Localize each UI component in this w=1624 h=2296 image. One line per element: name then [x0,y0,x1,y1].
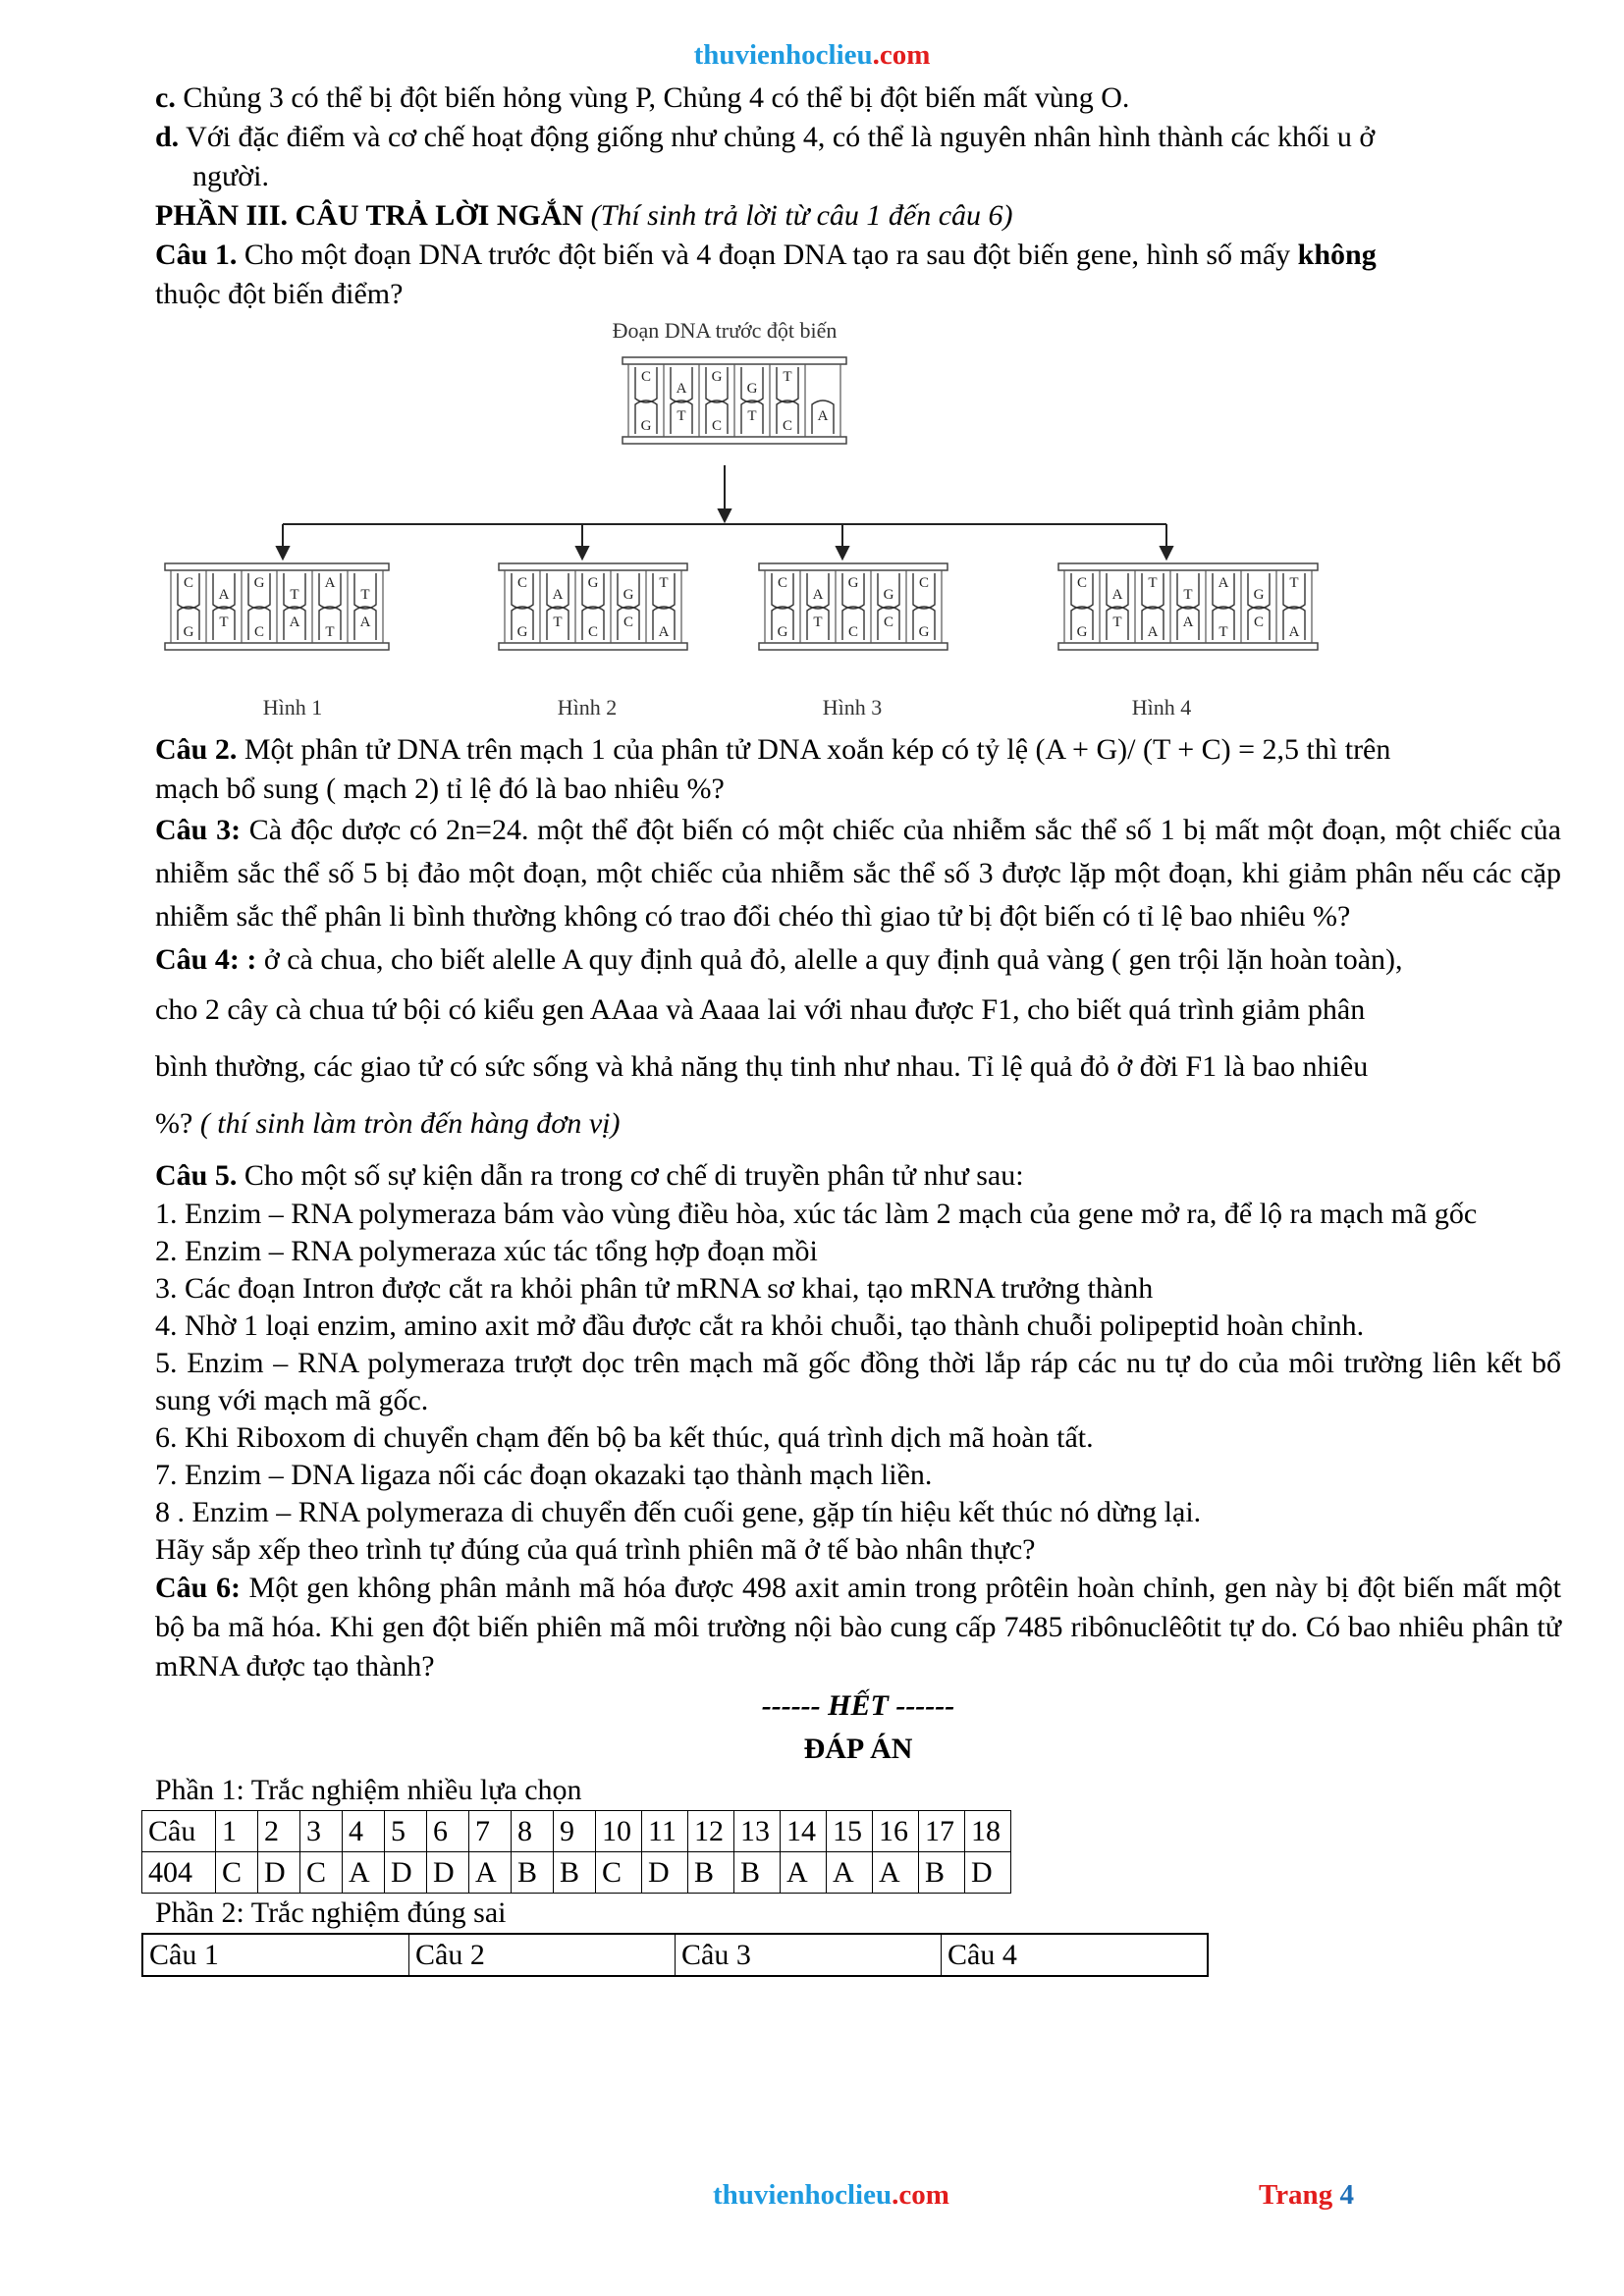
variant-1-bottom-rail [165,643,389,650]
table-cell: Câu 4 [942,1934,1209,1976]
question-5-prompt: Hãy sắp xếp theo trình tự đúng của quá trình phiên mã ở tế bào nhân thực? [155,1533,1036,1566]
table-cell: Câu 1 [142,1934,409,1976]
list-item: 7. Enzim – DNA ligaza nối các đoạn okazaki tạo thành mạch liền. [155,1459,933,1491]
list-item: 5. Enzim – RNA polymeraza trượt dọc trên mạch mã gốc đồng thời lắp ráp các nu tự do của môi trường liên kết bổ sung với mạch mã gốc. [155,1347,1561,1416]
part2-answers-title: Phần 2: Trắc nghiệm đúng sai [155,1896,507,1929]
list-item: 8 . Enzim – RNA polymeraza di chuyển đến cuối gene, gặp tín hiệu kết thúc nó dừng lại. [155,1496,1202,1528]
variant-3-top-base: C [918,575,930,591]
original-top-base: A [676,381,687,397]
dna-variant-2 [499,563,687,650]
variant-1-bottom-base: T [219,614,229,630]
table-cell: 11 [642,1811,688,1852]
table-cell: D [427,1852,469,1894]
part2-answers-table [141,1933,1209,1977]
table-cell: 3 [300,1811,343,1852]
variant-3-top-base: G [847,575,859,591]
variant-3-bottom-base: G [918,624,930,640]
variant-2-top-base: G [587,575,599,591]
table-cell: 1 [216,1811,258,1852]
figure-top-title: Đoạn DNA trước đột biến [612,318,838,343]
table-cell: 2 [258,1811,300,1852]
table-cell: C [300,1852,343,1894]
page-number: Trang 4 [1259,2179,1354,2211]
dna-mutation-figure [155,318,1300,730]
table-cell: 10 [596,1811,642,1852]
original-bottom-base: C [782,418,793,434]
table-cell: 12 [688,1811,734,1852]
list-item: 1. Enzim – RNA polymeraza bám vào vùng điều hòa, xúc tác làm 2 mạch của gene mở ra, để lộ ra mạch mã gốc [155,1198,1478,1230]
option-c: c. Chủng 3 có thể bị đột biến hỏng vùng P, Chủng 4 có thể bị đột biến mất vùng O. [155,81,1130,114]
original-bottom-base: T [747,408,757,424]
variant-4-bottom-base: T [1218,624,1228,640]
table-cell: B [688,1852,734,1894]
table-cell: 13 [734,1811,781,1852]
variant-4-bottom-rail [1058,643,1318,650]
table-cell: C [596,1852,642,1894]
part1-answers-table [141,1810,1011,1894]
list-item: 6. Khi Riboxom di chuyển chạm đến bộ ba kết thúc, quá trình dịch mã hoàn tất. [155,1421,1094,1454]
variant-1-top-base: G [253,575,265,591]
figure-label-1: Hình 1 [262,695,323,720]
answer-title: ĐÁP ÁN [803,1733,913,1765]
variant-1-top-base: A [218,587,230,603]
variant-4-bottom-base: A [1288,624,1300,640]
table-cell: 6 [427,1811,469,1852]
table-cell: B [919,1852,965,1894]
footer-site-name[interactable]: thuvienhoclieu.com [713,2179,949,2211]
variant-2-top-base: G [623,587,634,603]
part3-heading: PHẦN III. CÂU TRẢ LỜI NGẮN (Thí sinh trả lời từ câu 1 đến câu 6) [155,199,1013,232]
table-row [142,1934,1208,1976]
variant-2-bottom-base: C [587,624,599,640]
variant-2-bottom-base: A [658,624,670,640]
main-content [148,79,1561,1977]
figure-label-2: Hình 2 [557,695,618,720]
dna-variant-4 [1058,563,1318,650]
variant-3-bottom-base: C [883,614,894,630]
table-cell: B [512,1852,554,1894]
table-row [142,1811,1011,1852]
original-bottom-base: A [817,408,829,424]
variant-2-top-base: T [659,575,669,591]
original-bottom-rail [623,437,846,444]
question-2: Câu 2. Một phân tử DNA trên mạch 1 của phân tử DNA xoắn kép có tỷ lệ (A + G)/ (T + C) = 2,5 thì trên [155,733,1391,766]
variant-1-top-base: T [360,587,370,603]
variant-2-top-base: A [552,587,564,603]
variant-1-bottom-base: G [183,624,194,640]
question-2-cont: mạch bổ sung ( mạch 2) tỉ lệ đó là bao nhiêu %? [155,773,725,805]
original-top-base: G [711,369,723,385]
table-cell: Câu 3 [676,1934,942,1976]
table-cell: A [343,1852,385,1894]
original-top-rail [623,357,846,364]
question-1-cont: thuộc đột biến điểm? [155,278,404,310]
variant-1-bottom-base: A [289,614,300,630]
table-cell: D [258,1852,300,1894]
table-row [142,1852,1011,1894]
header-site-part2: .com [872,39,931,71]
list-item: 3. Các đoạn Intron được cắt ra khỏi phân tử mRNA sơ khai, tạo mRNA trưởng thành [155,1272,1154,1305]
question-5-items [155,1196,1561,1569]
variant-1-top-base: A [324,575,336,591]
list-item: 2. Enzim – RNA polymeraza xúc tác tổng hợp đoạn mồi [155,1235,818,1267]
variant-4-top-base: T [1148,575,1158,591]
table-cell: A [469,1852,512,1894]
variant-4-top-base: T [1183,587,1193,603]
variant-4-bottom-base: A [1182,614,1194,630]
variant-4-top-base: A [1218,575,1229,591]
table-cell: B [734,1852,781,1894]
variant-3-bottom-rail [759,643,947,650]
header-site-name[interactable] [0,39,1624,72]
table-cell: 14 [781,1811,827,1852]
table-cell: A [873,1852,919,1894]
list-item: 4. Nhờ 1 loại enzim, amino axit mở đầu được cắt ra khỏi chuỗi, tạo thành chuỗi polipeptid hoàn chỉnh. [155,1309,1365,1342]
table-cell: D [642,1852,688,1894]
variant-1-bottom-base: A [359,614,371,630]
figure-arrows [277,465,1172,559]
variant-4-top-base: G [1253,587,1265,603]
variant-3-bottom-base: G [777,624,788,640]
dna-variant-3 [759,563,947,650]
variant-3-top-base: C [777,575,788,591]
variant-4-bottom-base: C [1253,614,1265,630]
table-cell: Câu [142,1811,216,1852]
header-site-part1: thuvienhoclieu [693,39,873,71]
original-top-base: C [640,369,652,385]
table-cell: 9 [554,1811,596,1852]
variant-2-bottom-base: T [553,614,563,630]
variant-3-top-base: G [883,587,894,603]
figure-label-3: Hình 3 [822,695,883,720]
variant-1-bottom-base: T [325,624,335,640]
variant-1-bottom-base: C [253,624,265,640]
end-mark: ------ HẾT ------ [761,1689,955,1722]
option-d-cont: người. [192,160,269,192]
variant-1-top-base: C [183,575,194,591]
table-cell: A [827,1852,873,1894]
table-cell: 8 [512,1811,554,1852]
variant-4-bottom-base: G [1076,624,1088,640]
variant-2-top-rail [499,563,687,570]
original-top-base: G [746,381,758,397]
question-3: Câu 3: Cà độc dược có 2n=24. một thể đột biến có một chiếc của nhiễm sắc thể số 1 bị mất một đoạn, một chiếc của nhiễm sắc thể số 5 bị đảo một đoạn, một chiếc của nhiễm sắc thể số 3 được lặp một đoạn, khi giảm phân nếu các cặp nhiễm sắc thể phân li bình thường không có trao đổi chéo thì giao tử bị đột biến có tỉ lệ bao nhiêu %? [155,814,1561,933]
variant-1-top-rail [165,563,389,570]
original-bottom-base: G [640,418,652,434]
table-cell: 18 [965,1811,1011,1852]
variant-4-top-base: C [1076,575,1088,591]
variant-3-top-base: A [812,587,824,603]
original-top-base: T [783,369,792,385]
variant-3-bottom-base: T [813,614,823,630]
table-cell: 5 [385,1811,427,1852]
variant-4-bottom-base: T [1112,614,1122,630]
question-1: Câu 1. Cho một đoạn DNA trước đột biến và 4 đoạn DNA tạo ra sau đột biến gene, hình số mấy không [155,239,1377,271]
table-cell: D [965,1852,1011,1894]
table-cell: A [781,1852,827,1894]
variant-1-top-base: T [290,587,299,603]
variant-2-bottom-base: G [516,624,528,640]
dna-variant-1 [165,563,389,650]
part1-answers-title: Phần 1: Trắc nghiệm nhiều lựa chọn [155,1774,582,1806]
table-cell: 17 [919,1811,965,1852]
table-cell: 16 [873,1811,919,1852]
variant-4-bottom-base: A [1147,624,1159,640]
table-cell: 7 [469,1811,512,1852]
variant-4-top-base: T [1289,575,1299,591]
dna-original [623,357,846,444]
question-4: Câu 4: : ở cà chua, cho biết alelle A quy định quả đỏ, alelle a quy định quả vàng ( gen trội lặn hoàn toàn), cho 2 cây cà chua tứ bội có kiểu gen AAaa và Aaaa lai với nhau được F1, cho biết quá trình giảm phân bình thường, các giao tử có sức sống và khả năng thụ tinh như nhau. Tỉ lệ quả đỏ ở đời F1 là bao nhiêu %? ( thí sinh làm tròn đến hàng đơn vị) [155,943,1403,1140]
original-bottom-base: T [677,408,686,424]
table-cell: B [554,1852,596,1894]
table-cell: 4 [343,1811,385,1852]
question-5: Câu 5. Cho một số sự kiện dẫn ra trong cơ chế di truyền phân tử như sau: [155,1159,1024,1192]
variant-2-bottom-rail [499,643,687,650]
option-d: d. Với đặc điểm và cơ chế hoạt động giống như chủng 4, có thể là nguyên nhân hình thành các khối u ở [155,121,1376,153]
variant-4-top-rail [1058,563,1318,570]
figure-label-4: Hình 4 [1131,695,1192,720]
table-cell: 404 [142,1852,216,1894]
question-6: Câu 6: Một gen không phân mảnh mã hóa được 498 axit amin trong prôtêin hoàn chỉnh, gen này bị đột biến mất một bộ ba mã hóa. Khi gen đột biến phiên mã môi trường nội bào cung cấp 7485 ribônuclêôtit tự do. Có bao nhiêu phân tử mRNA được tạo thành? [155,1572,1561,1682]
variant-2-bottom-base: C [623,614,634,630]
original-bottom-base: C [711,418,723,434]
table-cell: Câu 2 [409,1934,676,1976]
variant-2-top-base: C [516,575,528,591]
table-cell: C [216,1852,258,1894]
variant-3-top-rail [759,563,947,570]
table-cell: 15 [827,1811,873,1852]
variant-3-bottom-base: C [847,624,859,640]
table-cell: D [385,1852,427,1894]
variant-4-top-base: A [1111,587,1123,603]
